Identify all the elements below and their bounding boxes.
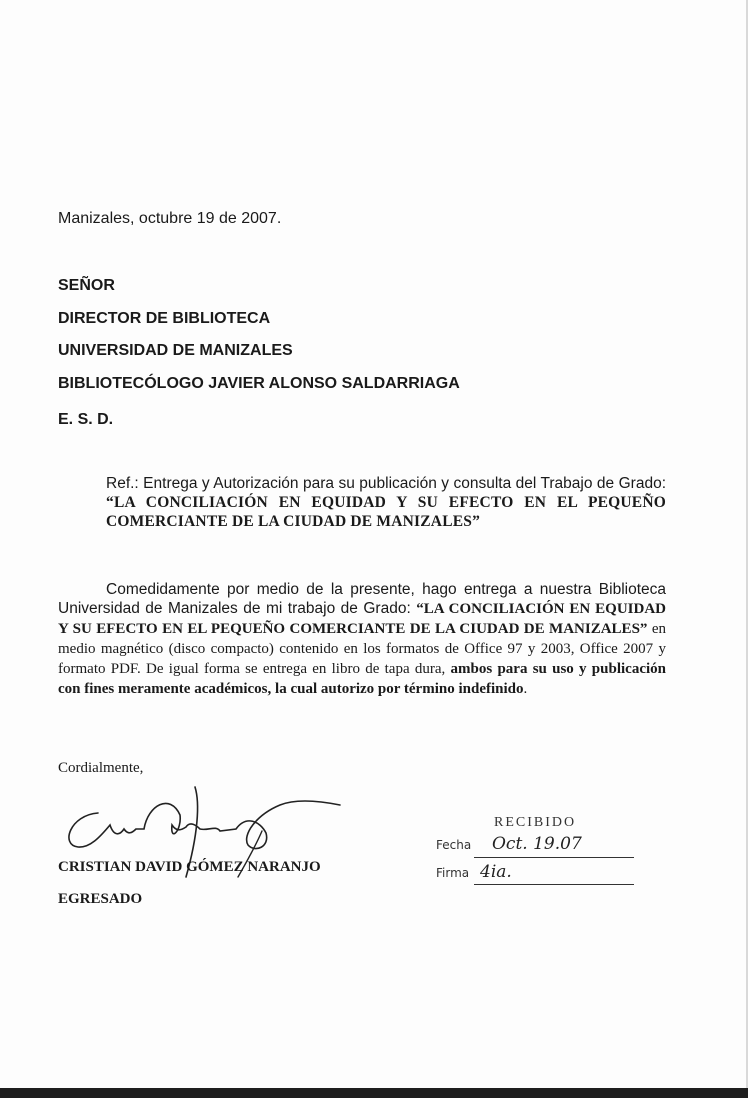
closing-line: Cordialmente, [58,760,144,776]
recipient-line-4: BIBLIOTECÓLOGO JAVIER ALONSO SALDARRIAGA [58,375,460,392]
signer-name: CRISTIAN DAVID GÓMEZ NARANJO [58,859,321,875]
signer-role: EGRESADO [58,891,143,907]
body-paragraph [58,580,666,699]
date-line: Manizales, octubre 19 de 2007. [58,210,282,227]
recipient-line-5: E. S. D. [58,411,114,428]
recipient-line-1: SEÑOR [58,277,115,294]
body-part-1: Comedidamente por medio de la presente, hago entrega a nuestra Biblioteca Universidad de Manizales de mi trabajo de Grado: [58,581,666,617]
scan-bottom-border [0,1088,748,1098]
reference-title: “LA CONCILIACIÓN EN EQUIDAD Y SU EFECTO EN EL PEQUEÑO COMERCIANTE DE LA CIUDAD DE MANIZALES” [106,494,666,530]
stamp-title: RECIBIDO [494,815,577,830]
recipient-line-3: UNIVERSIDAD DE MANIZALES [58,342,293,359]
body-period: . [523,681,528,697]
stamp-fecha-value: Oct. 19.07 [492,834,582,854]
stamp-fecha-line [474,857,634,858]
reference-paragraph [106,474,666,531]
stamp-firma-label: Firma [436,866,470,880]
reference-prefix: Ref.: Entrega y Autorización para su publicación y consulta del Trabajo de Grado: [106,475,666,492]
body-title: “LA CONCILIACIÓN EN EQUIDAD Y SU EFECTO EN EL PEQUEÑO COMERCIANTE DE LA CIUDAD DE MANIZALES” [58,601,666,637]
recipient-line-2: DIRECTOR DE BIBLIOTECA [58,310,271,327]
stamp-firma-line [474,884,634,885]
stamp-firma-value: 4ia. [480,862,512,882]
body-bold-end: ambos para su uso y publicación con fines meramente académicos, la cual autorizo por término indefinido [58,661,666,697]
body-part-2: en medio magnético (disco compacto) contenido en los formatos de Office 97 y 2003, Office 2007 y formato PDF. De igual forma se entrega en libro de tapa dura, [58,621,666,677]
stamp-fecha-label: Fecha [436,838,472,852]
